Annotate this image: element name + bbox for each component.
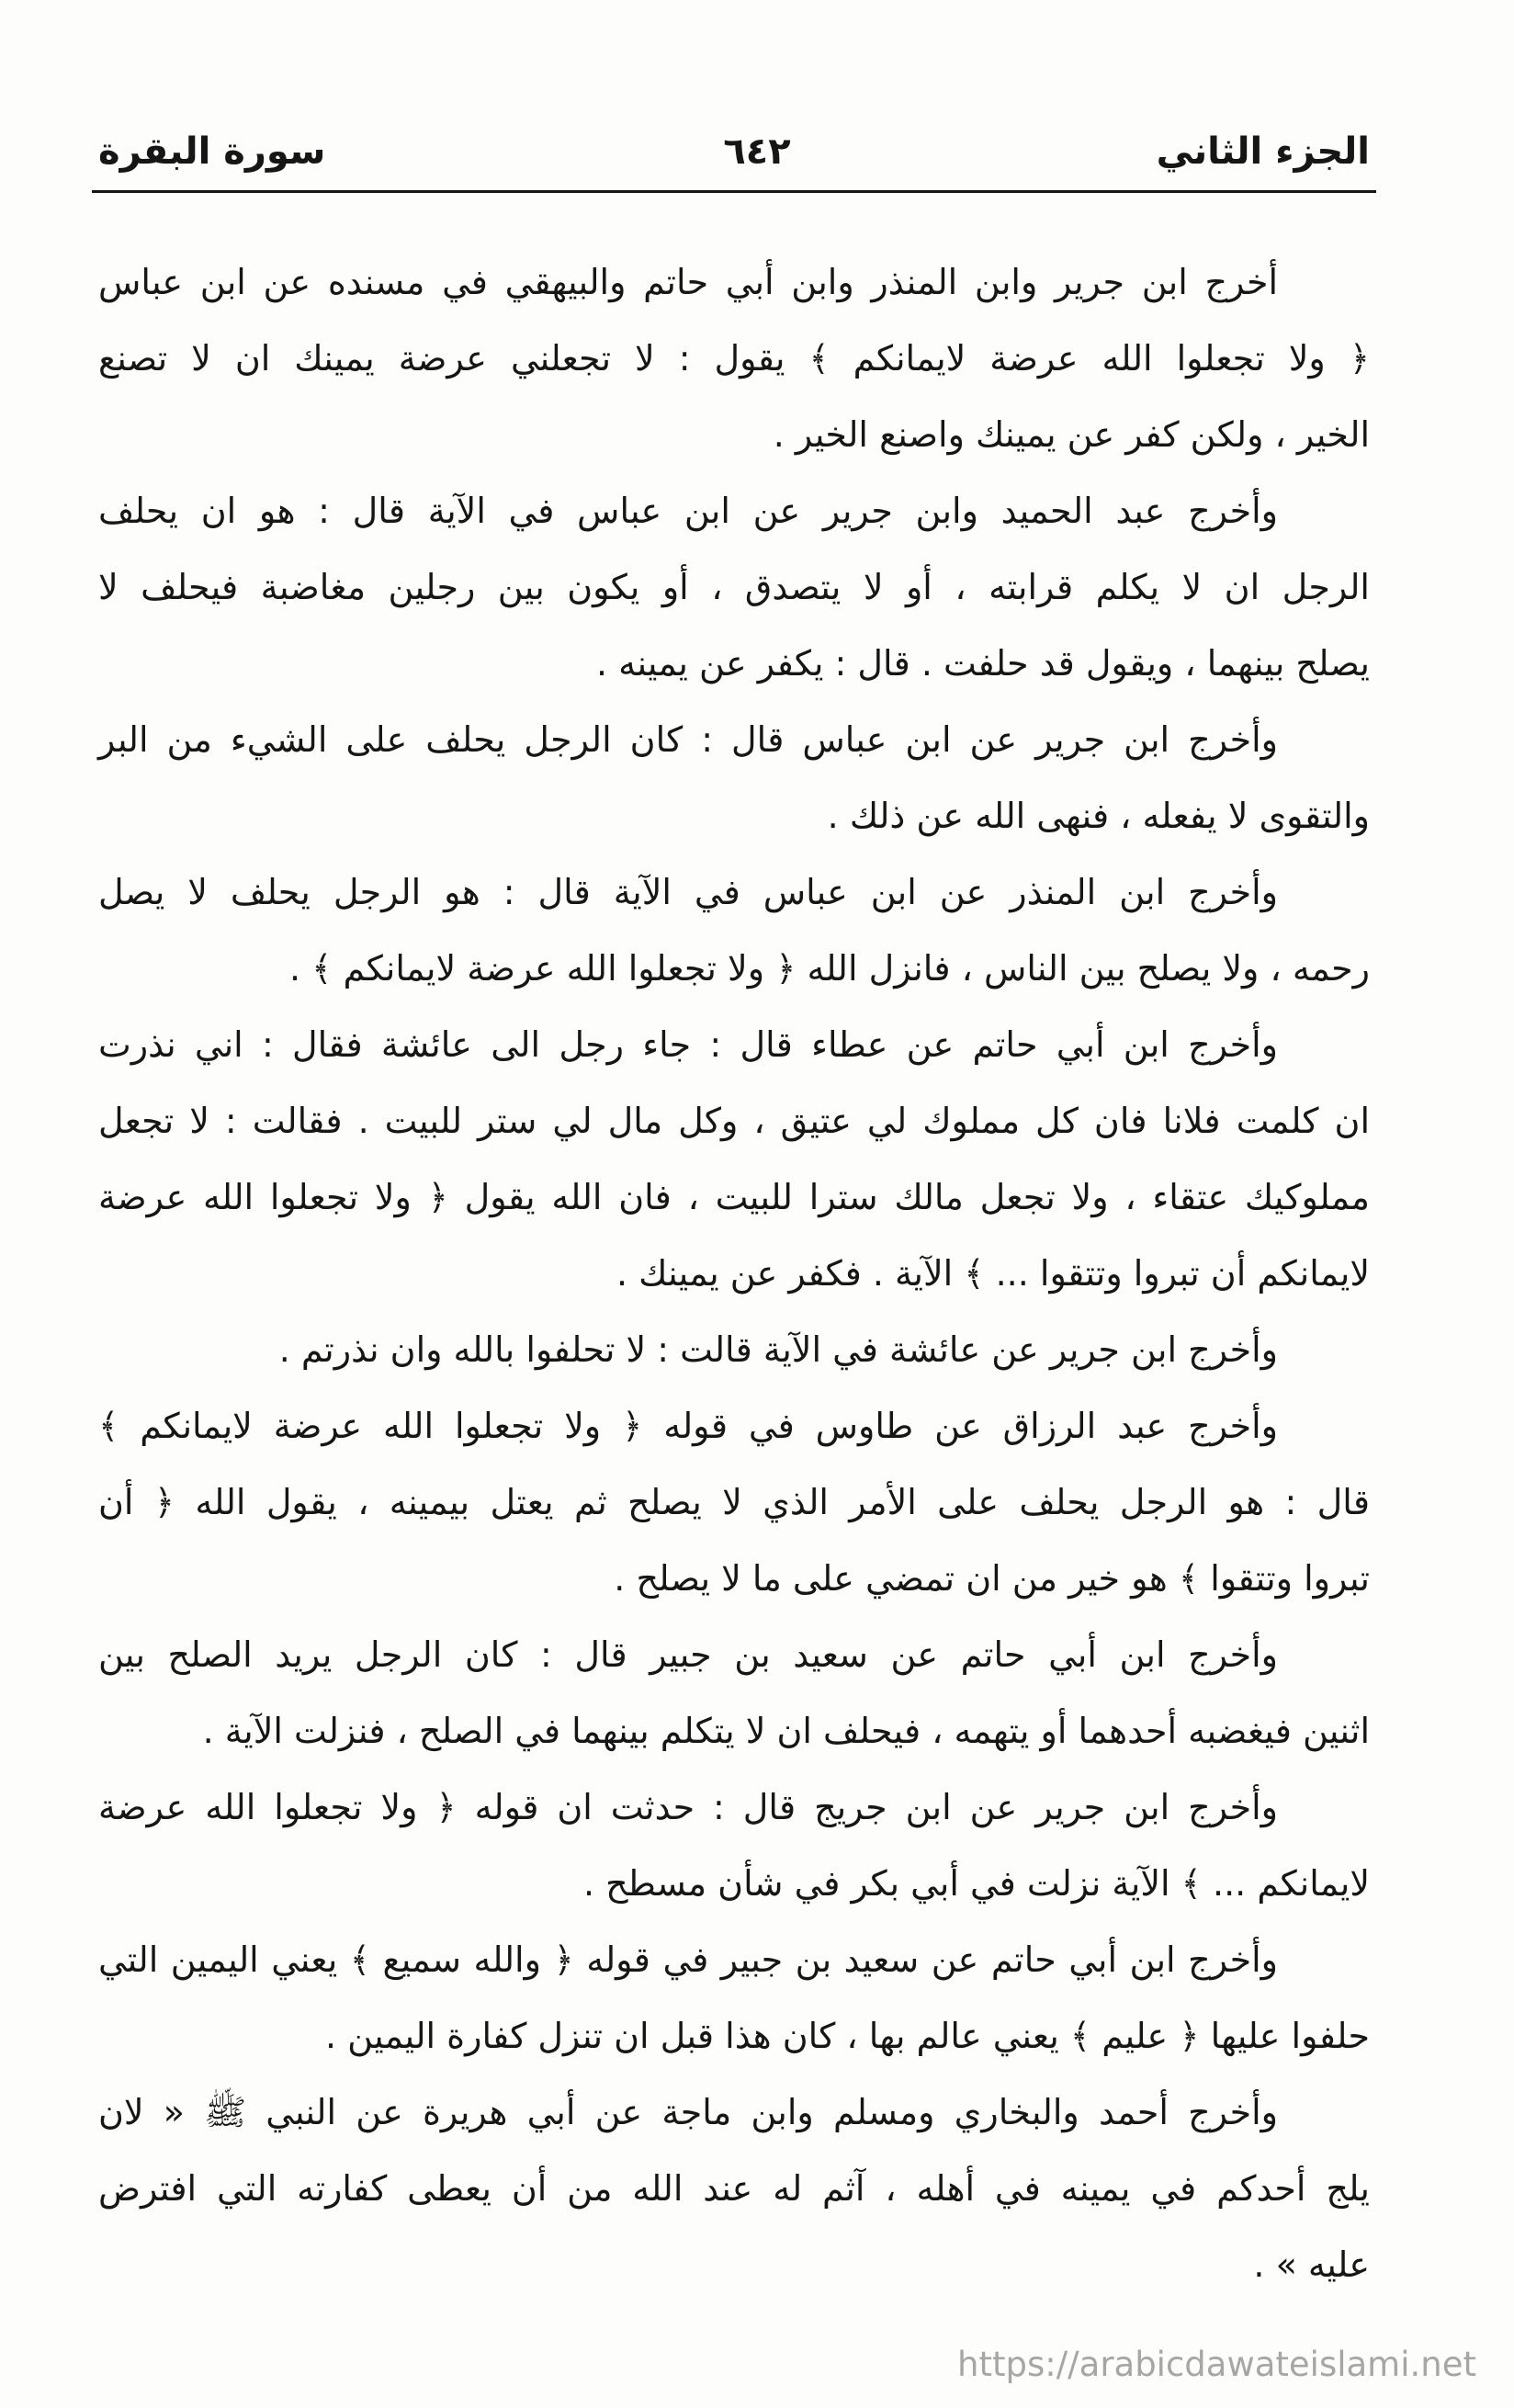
text-line: وأخرج ابن أبي حاتم عن عطاء قال : جاء رجل الى عائشة فقال : اني نذرت [98, 1024, 1278, 1065]
paragraph [98, 1388, 1370, 1617]
paragraph [98, 473, 1370, 702]
text-line: وأخرج ابن جرير عن ابن جريج قال : حدثت ان قوله ﴿ ولا تجعلوا الله عرضة [98, 1787, 1278, 1827]
text-line: الخير ، ولكن كفر عن يمينك واصنع الخير . [773, 414, 1370, 455]
text-line: وأخرج ابن المنذر عن ابن عباس في الآية قال : هو الرجل يحلف لا يصل [98, 872, 1278, 912]
text-line: وأخرج ابن أبي حاتم عن سعيد بن جبير في قوله ﴿ والله سميع ﴾ يعني اليمين التي [98, 1939, 1278, 1980]
text-line: ان كلمت فلانا فان كل مملوك لي عتيق ، وكل مال لي ستر للبيت . فقالت : لا تجعل [98, 1101, 1370, 1141]
text-line: وأخرج ابن جرير عن ابن عباس قال : كان الرجل يحلف على الشيء من البر [98, 719, 1278, 760]
volume-label: الجزء الثاني [1156, 130, 1370, 173]
text-line: الرجل ان لا يكلم قرابته ، أو لا يتصدق ، أو يكون بين رجلين مغاضبة فيحلف لا [98, 567, 1370, 607]
surah-title: سورة البقرة [98, 130, 326, 173]
text-line: عليه » . [1253, 2244, 1370, 2285]
text-line: وأخرج أحمد والبخاري ومسلم وابن ماجة عن أبي هريرة عن النبي ﷺ « لان [98, 2092, 1278, 2132]
header-rule [92, 190, 1376, 193]
paragraph [98, 1617, 1370, 1769]
text-line: يلج أحدكم في يمينه في أهله ، آثم له عند الله من أن يعطى كفارته التي افترض [98, 2168, 1370, 2209]
body-text [98, 244, 1370, 2303]
running-header [98, 117, 1370, 187]
text-line: يصلح بينهما ، ويقول قد حلفت . قال : يكفر عن يمينه . [595, 643, 1370, 684]
text-line: قال : هو الرجل يحلف على الأمر الذي لا يصلح ثم يعتل بيمينه ، يقول الله ﴿ أن [98, 1482, 1370, 1522]
text-line: وأخرج عبد الحميد وابن جرير عن ابن عباس في الآية قال : هو ان يحلف [98, 491, 1278, 531]
text-line: مملوكيك عتقاء ، ولا تجعل مالك سترا للبيت ، فان الله يقول ﴿ ولا تجعلوا الله عرضة [98, 1177, 1370, 1217]
text-line: ﴿ ولا تجعلوا الله عرضة لايمانكم ﴾ يقول : لا تجعلني عرضة يمينك ان لا تصنع [98, 338, 1370, 379]
text-line: رحمه ، ولا يصلح بين الناس ، فانزل الله ﴿ ولا تجعلوا الله عرضة لايمانكم ﴾ . [288, 948, 1370, 989]
paragraph [98, 1922, 1370, 2074]
paragraph [98, 1769, 1370, 1922]
paragraph [98, 1312, 1370, 1388]
text-line: حلفوا عليها ﴿ عليم ﴾ يعني عالم بها ، كان هذا قبل ان تنزل كفارة اليمين . [324, 2016, 1370, 2056]
text-line: لايمانكم أن تبروا وتتقوا ... ﴾ الآية . فكفر عن يمينك . [616, 1253, 1370, 1294]
text-line: والتقوى لا يفعله ، فنهى الله عن ذلك . [827, 796, 1370, 836]
text-line: أخرج ابن جرير وابن المنذر وابن أبي حاتم والبيهقي في مسنده عن ابن عباس [98, 262, 1278, 302]
paragraph [98, 244, 1370, 473]
paragraph [98, 1007, 1370, 1312]
page-number: ٦٤٢ [723, 130, 791, 173]
text-line: تبروا وتتقوا ﴾ هو خير من ان تمضي على ما لا يصلح . [614, 1558, 1370, 1599]
text-line: لايمانكم ... ﴾ الآية نزلت في أبي بكر في شأن مسطح . [582, 1863, 1370, 1904]
text-line: وأخرج عبد الرزاق عن طاوس في قوله ﴿ ولا تجعلوا الله عرضة لايمانكم ﴾ [98, 1406, 1278, 1446]
text-line: وأخرج ابن جرير عن عائشة في الآية قالت : لا تحلفوا بالله وان نذرتم . [278, 1329, 1278, 1370]
text-line: وأخرج ابن أبي حاتم عن سعيد بن جبير قال : كان الرجل يريد الصلح بين [98, 1634, 1278, 1675]
paragraph [98, 854, 1370, 1007]
text-line: اثنين فيغضبه أحدهما أو يتهمه ، فيحلف ان لا يتكلم بينهما في الصلح ، فنزلت الآية . [202, 1711, 1370, 1751]
paragraph [98, 702, 1370, 854]
watermark-url: https://arabicdawateislami.net [957, 2345, 1476, 2384]
paragraph [98, 2074, 1370, 2303]
